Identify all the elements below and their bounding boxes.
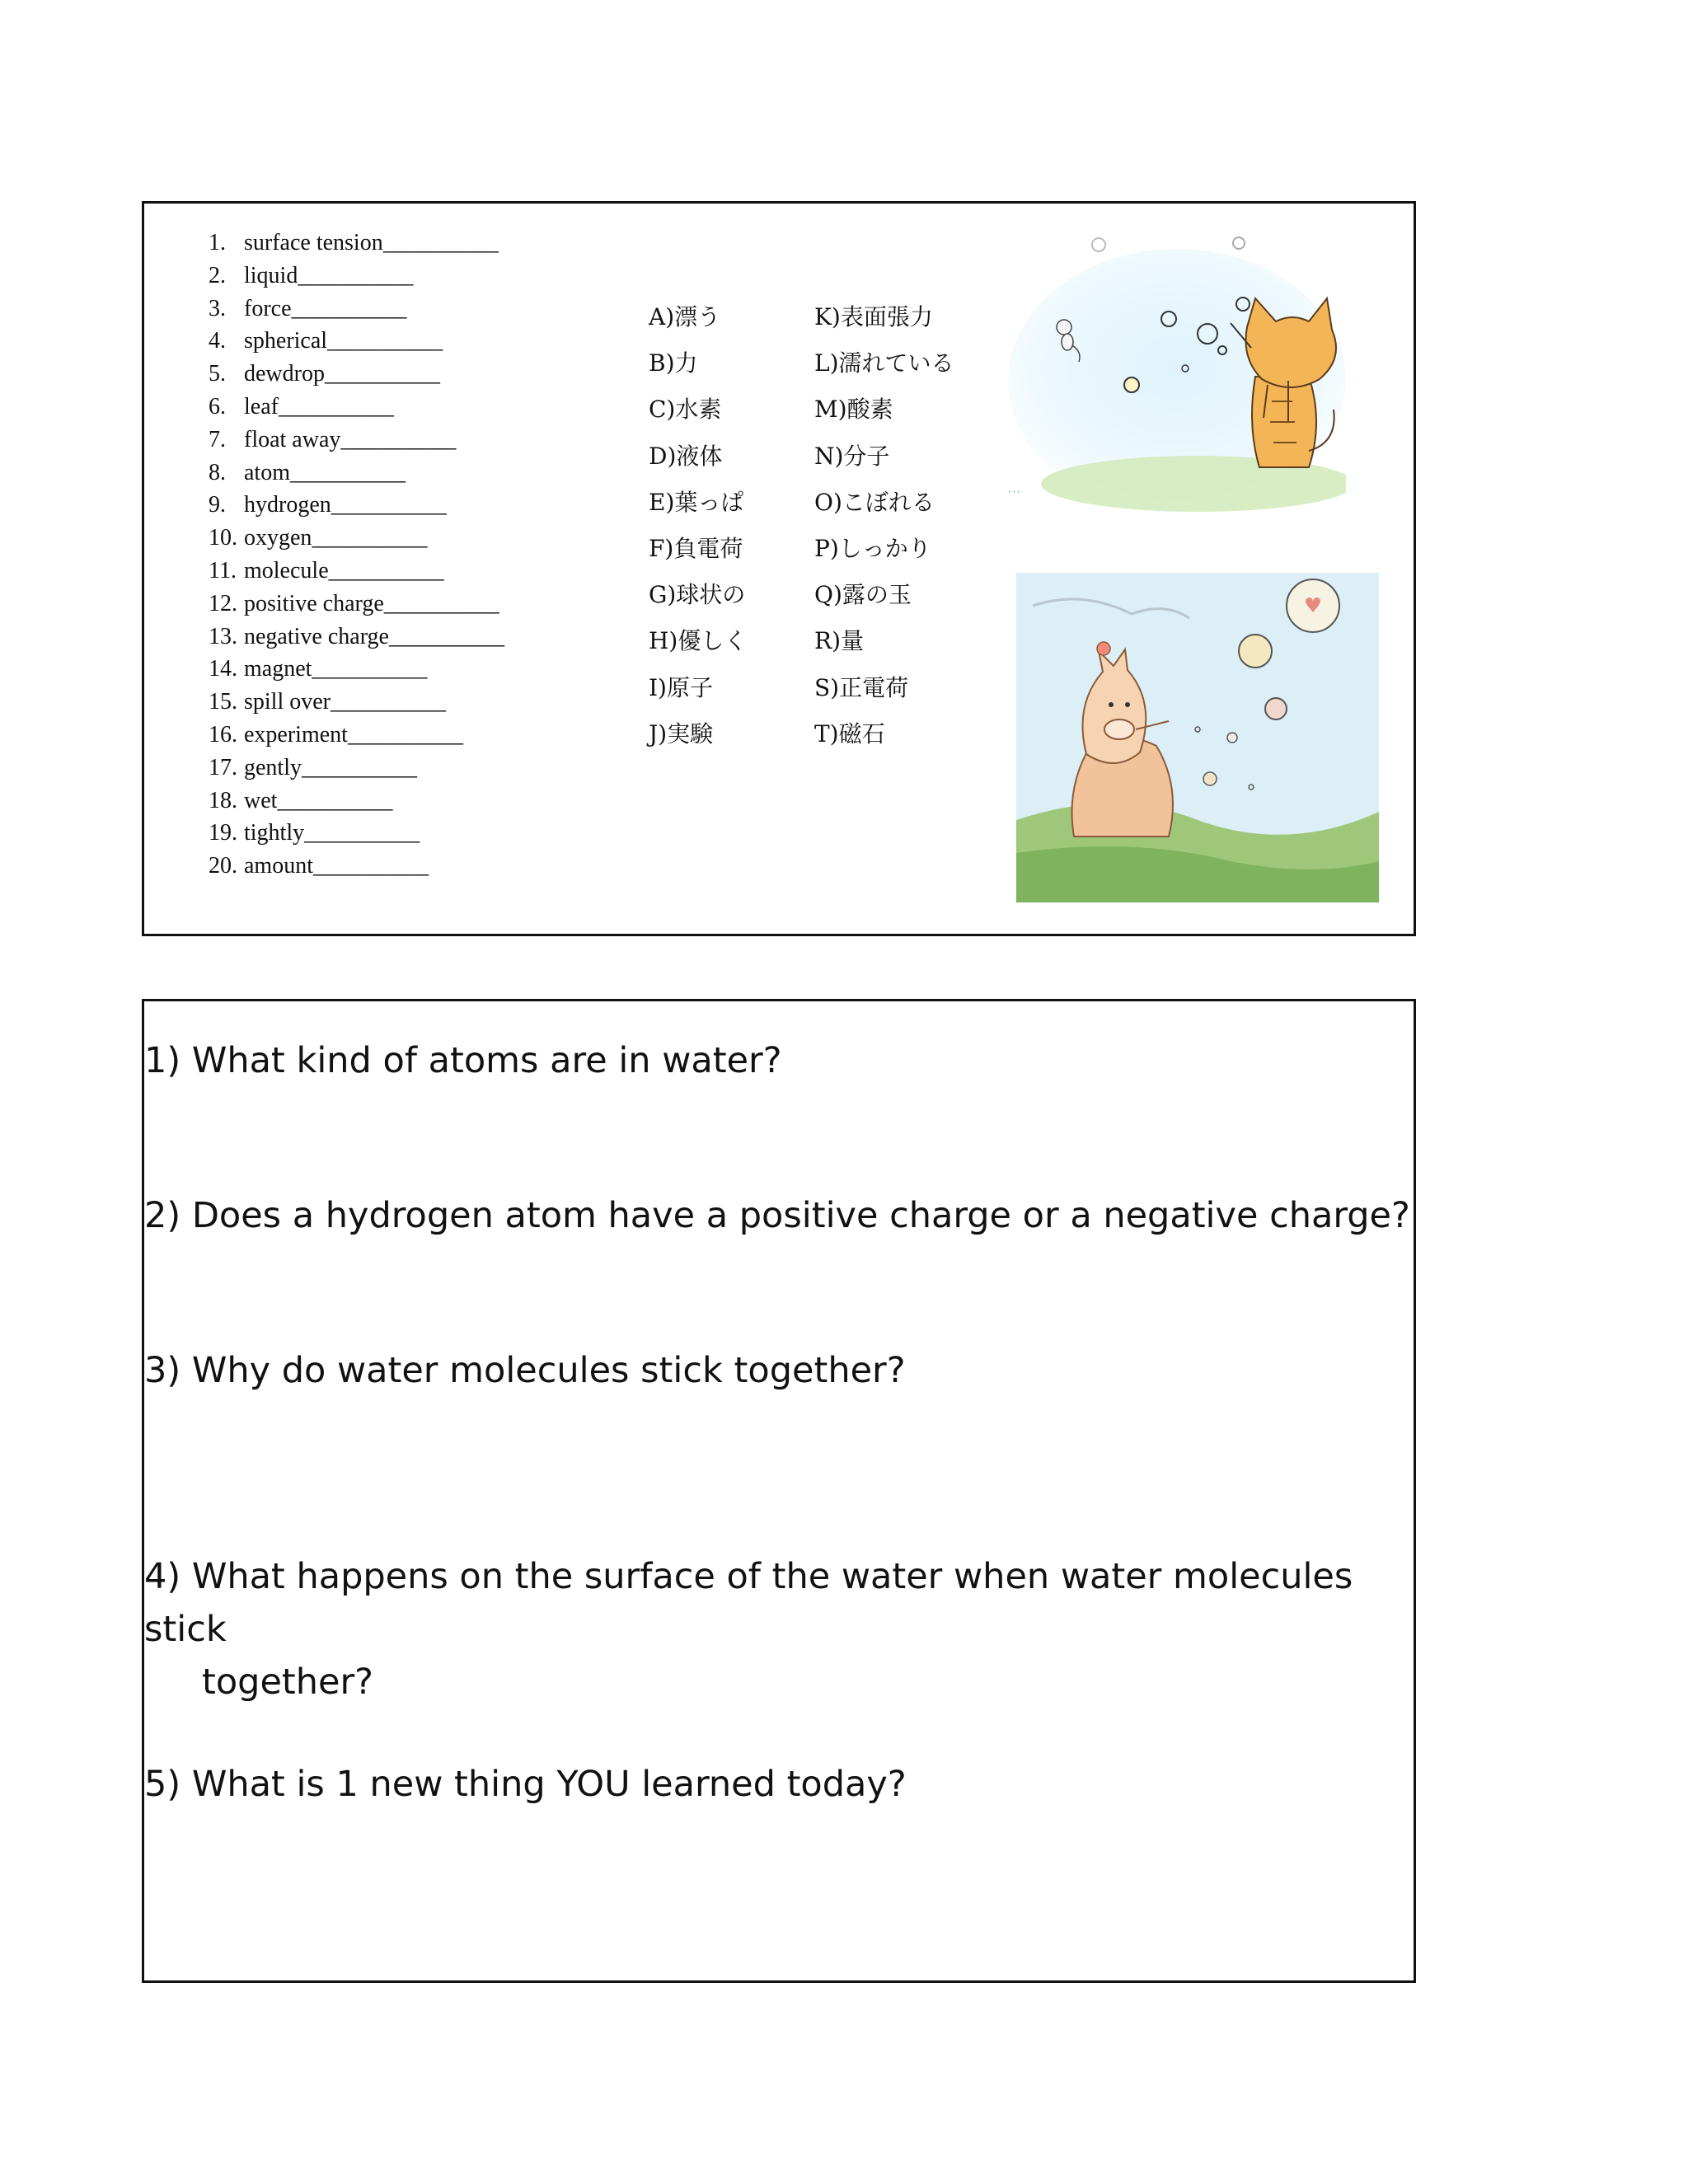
vocab-item: 4. spherical _____ [209, 325, 504, 358]
answer-option: F)負電荷 [649, 534, 743, 562]
vocab-word: force _____ [244, 296, 407, 321]
answer-option: J)実験 [649, 719, 714, 748]
answer-option: P)しっかり [814, 534, 931, 562]
question-4: 4) What happens on the surface of the water when water molecules stick together? [144, 1550, 1414, 1708]
vocab-word: spherical _____ [244, 328, 443, 354]
question-text: Why do water molecules stick together? [191, 1350, 906, 1391]
answer-option: E)葉っぱ [649, 488, 744, 516]
question-1: 1) What kind of atoms are in water? [144, 1040, 782, 1081]
answer-option: H)優しく [649, 627, 748, 655]
vocab-item: 1. surface tension _____ [209, 227, 504, 260]
vocab-item: 3. force _____ [209, 293, 504, 326]
vocab-item: 20. amount _____ [209, 850, 504, 883]
svg-text:• • •: • • • [1008, 490, 1020, 495]
vocab-item: 12. positive charge _____ [209, 588, 504, 621]
answer-option: Q)露の玉 [814, 581, 912, 609]
question-3: 3) Why do water molecules stick together? [144, 1350, 906, 1391]
question-text: What is 1 new thing YOU learned today? [191, 1764, 907, 1805]
vocab-item: 14. magnet _____ [209, 653, 504, 686]
answer-options-left [649, 301, 747, 764]
vocab-word: spill over _____ [244, 689, 446, 715]
answer-option: N)分子 [814, 442, 890, 470]
vocab-item: 10. oxygen _____ [209, 522, 504, 555]
answer-option: O)こぼれる [814, 488, 935, 516]
answer-option: R)量 [814, 627, 865, 655]
vocab-item: 5. dewdrop _____ [209, 358, 504, 391]
vocab-word: hydrogen _____ [244, 492, 447, 518]
vocab-item: 2. liquid _____ [209, 260, 504, 293]
cat-blowing-bubbles-illustration [1008, 237, 1346, 517]
question-text: What kind of atoms are in water? [191, 1040, 782, 1081]
vocab-word: atom _____ [244, 460, 406, 485]
vocab-word: amount _____ [244, 853, 429, 879]
vocab-word: float away _____ [244, 427, 456, 452]
vocabulary-box [142, 201, 1416, 936]
answer-option: I)原子 [649, 673, 713, 701]
questions-box [142, 999, 1416, 1983]
answer-option: G)球状の [649, 581, 746, 609]
vocab-word: leaf _____ [244, 394, 394, 419]
vocab-item: 9. hydrogen _____ [209, 489, 504, 522]
vocab-word: dewdrop _____ [244, 361, 440, 387]
vocab-word: oxygen _____ [244, 525, 427, 551]
vocab-item: 16. experiment _____ [209, 719, 504, 752]
answer-option: C)水素 [649, 396, 722, 424]
vocab-word: tightly _____ [244, 820, 420, 846]
vocab-item: 15. spill over _____ [209, 686, 504, 719]
answer-options-right [814, 301, 954, 764]
vocabulary-list [209, 227, 504, 883]
question-text-continued: together? [202, 1661, 373, 1703]
question-5: 5) What is 1 new thing YOU learned today? [144, 1764, 907, 1805]
answer-option: D)液体 [649, 442, 723, 470]
answer-option: B)力 [649, 349, 698, 377]
vocab-item: 19. tightly _____ [209, 817, 504, 850]
answer-option: A)漂う [649, 303, 721, 330]
question-text: What happens on the surface of the water when water molecules stick [144, 1556, 1353, 1650]
vocab-word: molecule _____ [244, 558, 444, 583]
vocab-item: 8. atom _____ [209, 457, 504, 490]
answer-option: M)酸素 [814, 396, 893, 424]
vocab-word: positive charge _____ [244, 591, 499, 616]
vocab-item: 18. wet _____ [209, 785, 504, 818]
vocab-word: surface tension _____ [244, 230, 499, 255]
question-2: 2) Does a hydrogen atom have a positive charge or a negative charge? [144, 1195, 1410, 1236]
vocab-item: 7. float away _____ [209, 424, 504, 457]
vocab-item: 6. leaf _____ [209, 391, 504, 424]
vocab-word: gently _____ [244, 755, 417, 780]
vocab-word: liquid _____ [244, 263, 413, 288]
vocab-item: 17. gently _____ [209, 752, 504, 785]
answer-option: S)正電荷 [814, 673, 909, 701]
vocab-word: magnet _____ [244, 656, 427, 682]
vocab-word: experiment _____ [244, 722, 463, 748]
question-text: Does a hydrogen atom have a positive charge or a negative charge? [191, 1195, 1410, 1236]
vocab-item: 13. negative charge _____ [209, 621, 504, 654]
answer-option: T)磁石 [814, 719, 885, 748]
vocab-item: 11. molecule _____ [209, 555, 504, 588]
alpaca-blowing-bubbles-illustration [1016, 573, 1379, 902]
vocab-word: negative charge _____ [244, 624, 504, 649]
vocab-word: wet _____ [244, 788, 392, 813]
answer-option: K)表面張力 [814, 303, 933, 330]
answer-option: L)濡れている [814, 349, 954, 377]
